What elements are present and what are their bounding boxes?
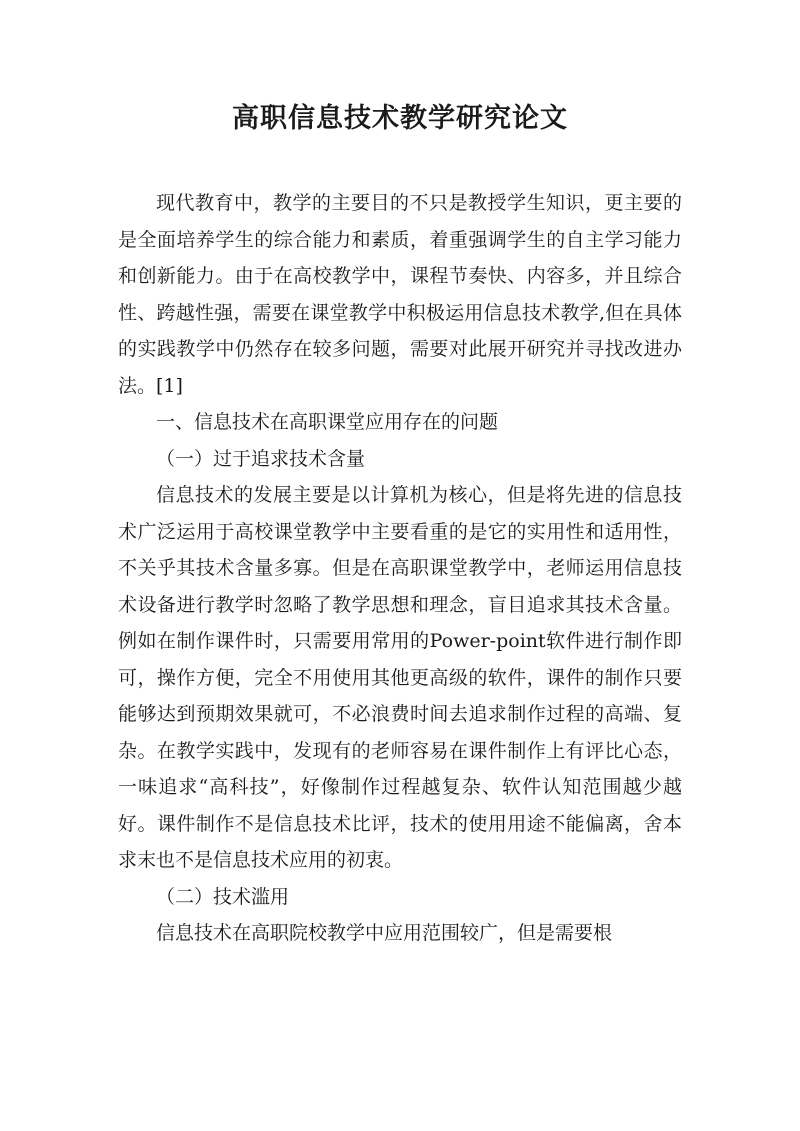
paragraph-section-1-2: 信息技术在高职院校教学中应用范围较广，但是需要根 <box>156 922 613 944</box>
section-heading-1: 一、信息技术在高职课堂应用存在的问题 <box>156 411 499 433</box>
document-title: 高职信息技术教学研究论文 <box>232 103 568 134</box>
document-body <box>118 185 682 952</box>
paragraph-intro: 现代教育中，教学的主要目的不只是教授学生知识，更主要的是全面培养学生的综合能力和素质，着重强调学生的自主学习能力和创新能力。由于在高校教学中，课程节奏快、内容多，并且综合性、跨越性强，需要在课堂教学中积极运用信息技术教学,但在具体的实践教学中仍然存在较多问题，需要对此展开研究并寻找改进办法。[1] <box>118 192 682 397</box>
subsection-heading-1: （一）过于追求技术含量 <box>156 447 366 470</box>
subsection-heading-2: （二）技术滥用 <box>156 885 290 908</box>
paragraph-section-1-1: 信息技术的发展主要是以计算机为核心，但是将先进的信息技术广泛运用于高校课堂教学中主要看重的是它的实用性和适用性，不关乎其技术含量多寡。但是在高职课堂教学中，老师运用信息技术设备进行教学时忽略了教学思想和理念，盲目追求其技术含量。例如在制作课件时，只需要用常用的Power-point软件进行制作即可，操作方便，完全不用使用其他更高级的软件，课件的制作只要能够达到预期效果就可，不必浪费时间去追求制作过程的高端、复杂。在教学实践中，发现有的老师容易在课件制作上有评比心态，一味追求“高科技”，好像制作过程越复杂、软件认知范围越少越好。课件制作不是信息技术比评，技术的使用用途不能偏离，舍本求末也不是信息技术应用的初衷。 <box>118 484 682 871</box>
